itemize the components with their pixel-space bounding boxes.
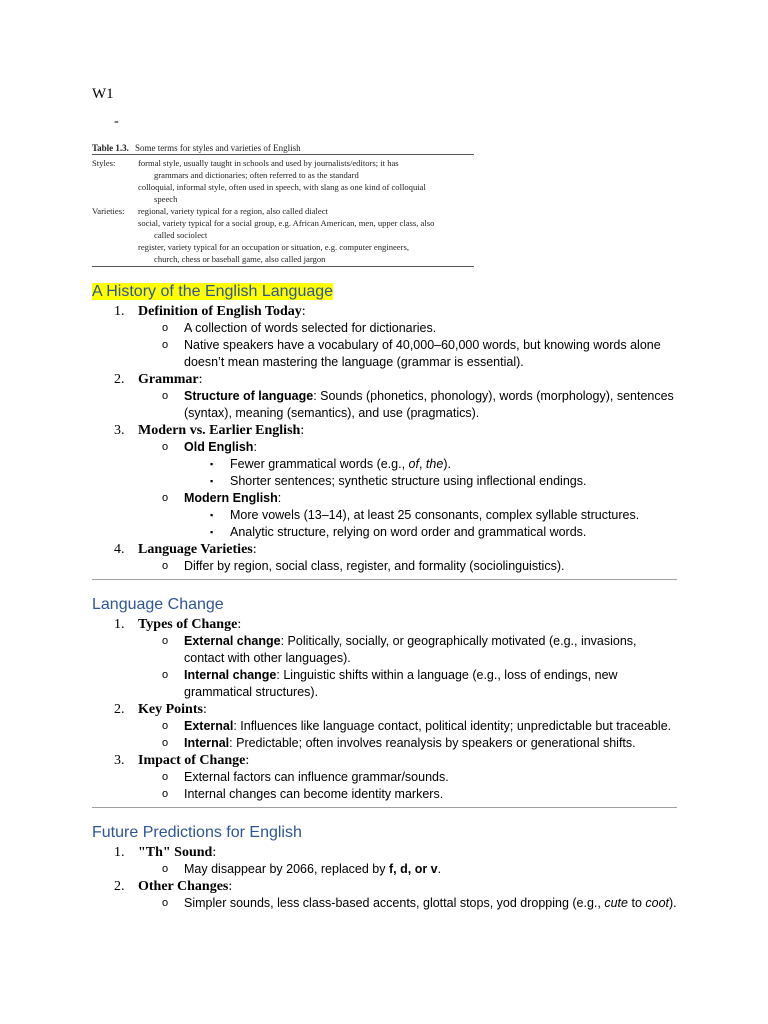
sub-list-item (92, 558, 677, 575)
sub-item-text: : Sounds (phonetics, phonology), words (morphology), sentences (syntax), meaning (semantics), and use (pragmatics). (184, 389, 674, 420)
sub-list-item (92, 667, 677, 701)
list-item-suffix: : (252, 542, 257, 557)
table-caption (92, 142, 301, 154)
sub-item-text: : Predictable; often involves reanalysis by speakers or generational shifts. (229, 736, 636, 750)
section-heading (92, 281, 677, 303)
list-item-title: Types of Change (138, 617, 238, 632)
sub-list-item (92, 861, 677, 878)
table-row-text: called sociolect (154, 230, 208, 240)
list-item (92, 616, 677, 633)
hollow-bullet-icon: o (162, 737, 169, 749)
list-item-title: Key Points (138, 702, 203, 717)
table-row-text: grammars and dictionaries; often referred to as the standard (154, 170, 359, 180)
sub-list-item (92, 320, 677, 337)
list-number: 1. (114, 845, 125, 860)
sub-list-item (92, 895, 677, 912)
sub-sub-list-item (92, 507, 677, 524)
list-item (92, 303, 677, 320)
sub-list-item (92, 633, 677, 667)
hollow-bullet-icon: o (162, 669, 169, 681)
sub-item-term: Internal change (184, 668, 277, 682)
list-item-suffix: : (198, 372, 203, 387)
dash-mark: - (114, 114, 119, 129)
sub-item-text: A collection of words selected for dictionaries. (184, 321, 437, 335)
sub-list-item (92, 490, 677, 507)
sub-sub-list-item (92, 473, 677, 490)
sub-list-item (92, 769, 677, 786)
list-item-title: Impact of Change (138, 753, 246, 768)
sub-sub-item-text: Shorter sentences; synthetic structure using inflectional endings. (230, 474, 587, 488)
table-row-label: Varieties: (92, 206, 125, 216)
list-item-title: "Th" Sound (138, 845, 213, 860)
sub-item-term: External (184, 719, 234, 733)
section-heading-text: Language Change (92, 596, 224, 613)
list-item-title: Language Varieties (138, 542, 253, 557)
page-label: W1 (92, 86, 114, 102)
sub-item-term: Modern English (184, 491, 278, 505)
list-item (92, 844, 677, 861)
sub-item-text: : Influences like language contact, political identity; unpredictable but traceable. (233, 719, 672, 733)
hollow-bullet-icon: o (162, 635, 169, 647)
list-number: 4. (114, 542, 125, 557)
sub-sub-item-text: Analytic structure, relying on word order and grammatical words. (230, 525, 587, 539)
spacer (92, 580, 677, 594)
list-item (92, 701, 677, 718)
sub-item-text: : Politically, socially, or geographically motivated (e.g., invasions, contact with other languages). (184, 634, 637, 665)
hollow-bullet-icon: o (162, 897, 169, 909)
sub-list-item (92, 388, 677, 422)
table-row-text: social, variety typical for a social group, e.g. African American, men, upper class, also (138, 218, 435, 228)
sub-item-text: Internal changes can become identity markers. (184, 787, 444, 801)
section-heading-text: Future Predictions for English (92, 824, 302, 841)
table-rule-bottom (92, 266, 474, 267)
sub-list-item (92, 786, 677, 803)
sub-item-text: : (253, 440, 257, 454)
square-bullet-icon: ▪ (210, 510, 214, 520)
list-item-title: Grammar (138, 372, 199, 387)
document-body (92, 281, 677, 912)
section-heading (92, 594, 677, 616)
square-bullet-icon: ▪ (210, 527, 214, 537)
table-caption-label: Table 1.3. (92, 143, 129, 153)
sub-sub-item-text: More vowels (13–14), at least 25 consonants, complex syllable structures. (230, 508, 640, 522)
list-number: 1. (114, 617, 125, 632)
sub-item-term: Internal (184, 736, 230, 750)
list-number: 2. (114, 879, 125, 894)
sub-item-term: External change (184, 634, 281, 648)
hollow-bullet-icon: o (162, 322, 169, 334)
table-row-text: formal style, usually taught in schools and used by journalists/editors; it has (138, 158, 399, 168)
hollow-bullet-icon: o (162, 788, 169, 800)
list-item-suffix: : (301, 304, 306, 319)
table-caption-text: Some terms for styles and varieties of English (134, 143, 301, 153)
sub-item-text: External factors can influence grammar/sounds. (184, 770, 449, 784)
square-bullet-icon: ▪ (210, 476, 214, 486)
sub-item-text: Differ by region, social class, register, and formality (sociolinguistics). (184, 559, 565, 573)
sub-list-item (92, 337, 677, 371)
list-item (92, 422, 677, 439)
list-number: 2. (114, 702, 125, 717)
list-item (92, 878, 677, 895)
hollow-bullet-icon: o (162, 771, 169, 783)
hollow-bullet-icon: o (162, 441, 169, 453)
list-item-suffix: : (212, 845, 217, 860)
hollow-bullet-icon: o (162, 390, 169, 402)
sub-list-item (92, 718, 677, 735)
list-item-title: Modern vs. Earlier English (138, 423, 301, 438)
hollow-bullet-icon: o (162, 720, 169, 732)
list-item (92, 752, 677, 769)
sub-item-text: Simpler sounds, less class-based accents, glottal stops, yod dropping (e.g., cute to coot). (184, 896, 677, 910)
list-item-title: Other Changes (138, 879, 229, 894)
table-row-label: Styles: (92, 158, 116, 168)
hollow-bullet-icon: o (162, 339, 169, 351)
hollow-bullet-icon: o (162, 863, 169, 875)
sub-list-item (92, 439, 677, 456)
table-row-text: colloquial, informal style, often used in speech, with slang as one kind of colloquial (138, 182, 426, 192)
section-heading (92, 822, 677, 844)
table-row-text: speech (154, 194, 178, 204)
list-item-suffix: : (228, 879, 233, 894)
table-row-text: church, chess or baseball game, also called jargon (154, 254, 326, 264)
table-row-text: regional, variety typical for a region, also called dialect (138, 206, 328, 216)
sub-item-term: Old English (184, 440, 254, 454)
hollow-bullet-icon: o (162, 492, 169, 504)
list-item-suffix: : (202, 702, 207, 717)
square-bullet-icon: ▪ (210, 459, 214, 469)
sub-sub-item-text: Fewer grammatical words (e.g., of, the). (230, 457, 451, 471)
sub-item-text: Native speakers have a vocabulary of 40,000–60,000 words, but knowing words alone doesn’t mean mastering the language (grammar is essential). (184, 338, 661, 369)
sub-item-term: Structure of language (184, 389, 314, 403)
list-item-suffix: : (300, 423, 305, 438)
table-row-text: register, variety typical for an occupation or situation, e.g. computer engineers, (138, 242, 409, 252)
list-number: 1. (114, 304, 125, 319)
list-item (92, 541, 677, 558)
list-item (92, 371, 677, 388)
table-image (92, 140, 474, 270)
sub-item-text: May disappear by 2066, replaced by f, d, or v. (184, 862, 442, 876)
sub-list-item (92, 735, 677, 752)
sub-item-text: : Linguistic shifts within a language (e.g., loss of endings, new grammatical structures). (184, 668, 618, 699)
spacer (92, 808, 677, 822)
list-item-title: Definition of English Today (138, 304, 302, 319)
sub-sub-list-item (92, 456, 677, 473)
list-item-suffix: : (237, 617, 242, 632)
section-heading-text: A History of the English Language (92, 283, 334, 300)
table-rule-top (92, 154, 474, 155)
list-item-suffix: : (245, 753, 250, 768)
sub-sub-list-item (92, 524, 677, 541)
list-number: 3. (114, 423, 125, 438)
sub-item-text: : (277, 491, 282, 505)
list-number: 3. (114, 753, 125, 768)
list-number: 2. (114, 372, 125, 387)
hollow-bullet-icon: o (162, 560, 169, 572)
